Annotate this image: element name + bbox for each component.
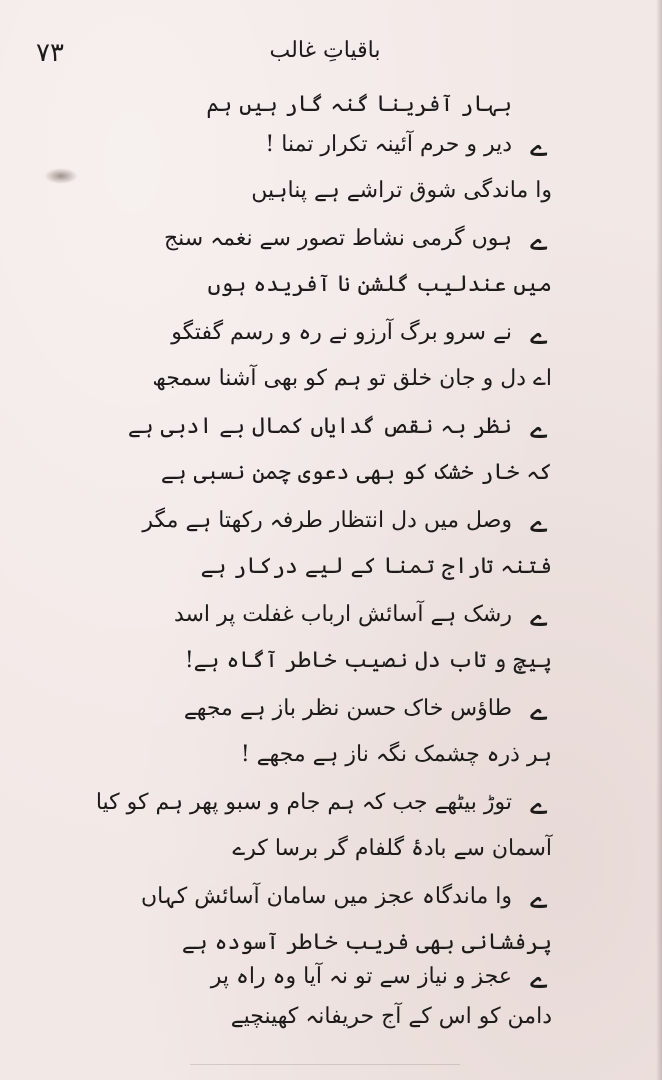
couplet-line-1: طاؤس خاک حسن نظر باز ہے مجھے <box>183 696 512 721</box>
couplet-line-1: توڑ بیٹھے جب کہ ہم جام و سبو پھر ہم کو کیا <box>95 790 512 815</box>
couplet-line-2: دامن کو اس کے آج حریفانہ کھینچیے <box>230 1004 552 1029</box>
couplet-line-2: اے دل و جان خلق تو ہم کو بھی آشنا سمجھ <box>152 366 552 391</box>
couplet-line-2: ہر ذرہ چشمک نگہ ناز ہے مجھے ! <box>240 742 552 767</box>
couplet-line-2: فتنہ تاراج تمنا کے لیے درکار ہے <box>200 554 552 579</box>
couplet-line-2: میں عندلیب گلشن نا آفریدہ ہوں <box>207 272 552 297</box>
verse-mark: ے <box>530 961 548 996</box>
verse-mark: ے <box>530 693 548 728</box>
couplet-line-1: وا ماندگاہ عجز میں سامان آسائش کہاں <box>141 884 512 909</box>
couplet-line-1: دیر و حرم آئینہ تکرار تمنا ! <box>265 132 512 157</box>
couplet-line-2: پرفشانی بھی فریب خاطر آسودہ ہے <box>181 930 552 955</box>
couplet-line-2: وا ماندگی شوق تراشے ہے پناہیں <box>251 178 552 203</box>
couplet-line-2: آسمان سے بادۂ گلفام گر برسا کرے <box>232 836 552 861</box>
couplet-line-1: ہوں گرمی نشاط تصور سے نغمہ سنج <box>163 226 512 251</box>
couplet-line-1: رشک ہے آسائش ارباب غفلت پر اسد <box>173 602 512 627</box>
verse-mark: ے <box>530 129 548 164</box>
couplet-line-1: نے سرو برگ آرزو نے رہ و رسم گفتگو <box>171 320 512 345</box>
couplet-line-2: پیچ و تاب دل نصیب خاطر آگاہ ہے! <box>184 648 552 673</box>
couplet-line-2: کہ خار خشک کو بھی دعوی چمن نسبی ہے <box>160 460 552 485</box>
verse-mark: ے <box>530 881 548 916</box>
running-title: باقیاتِ غالب <box>269 38 381 63</box>
verse-mark: ے <box>530 411 548 446</box>
verse-mark: ے <box>530 223 548 258</box>
couplet-line-1: وصل میں دل انتظار طرفہ رکھتا ہے مگر <box>142 508 512 533</box>
verse-mark: ے <box>530 505 548 540</box>
verse-mark: ے <box>530 787 548 822</box>
verse-mark: ے <box>530 599 548 634</box>
page-number: ۷۳ <box>36 38 64 68</box>
couplet-line-1: نظر بہ نقص گدایاں کمال بے ادبی ہے <box>127 414 512 439</box>
couplet-line-1: عجز و نیاز سے تو نہ آیا وہ راہ پر <box>210 964 512 989</box>
ink-stain <box>44 168 78 184</box>
opening-verse-line: بہار آفرینا گنہ گار ہیں ہم <box>206 92 512 117</box>
page-bottom-shadow <box>190 1064 460 1065</box>
page-edge-shadow <box>656 0 662 1080</box>
verse-mark: ے <box>530 317 548 352</box>
